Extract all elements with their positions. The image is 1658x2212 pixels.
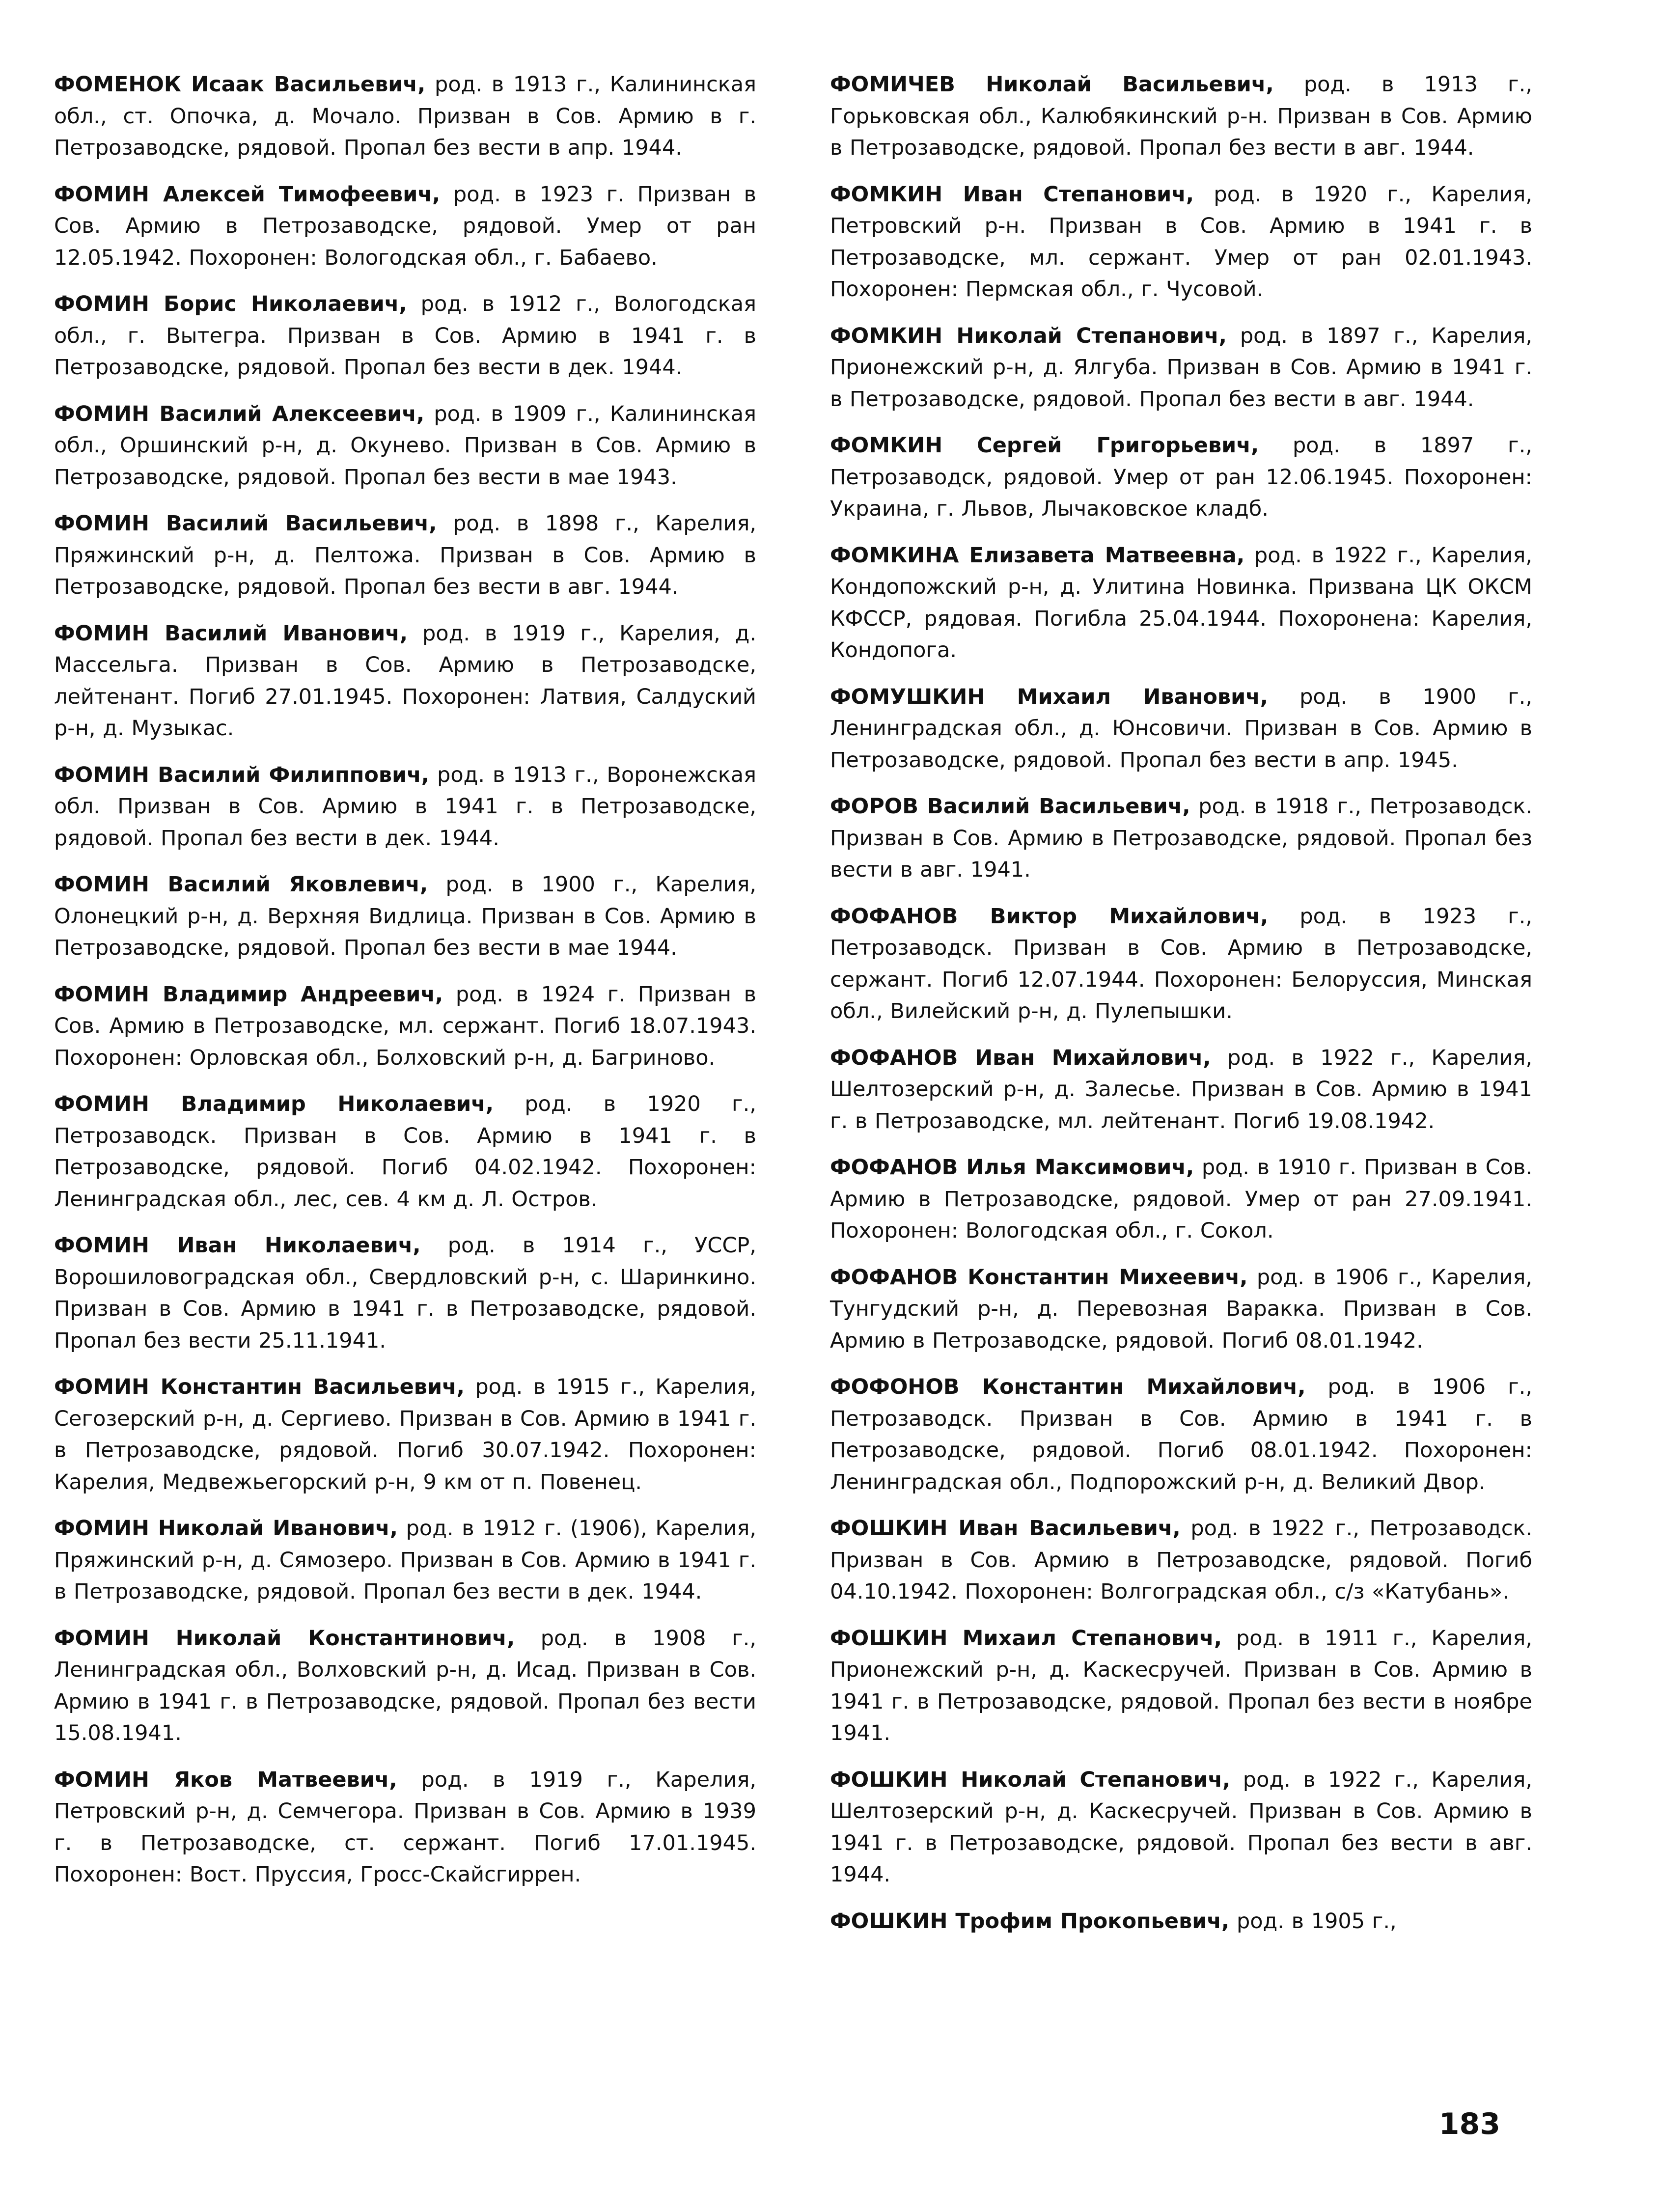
entry-name: ФОМИН Николай Константинович, — [54, 1626, 515, 1651]
entry — [830, 1371, 1532, 1498]
entry-text: род. в 1911 г., Карелия, Прионежский р-н, д. Каскесручей. Призван в Сов. Армию в 1941 г. в Петрозаводске, рядовой. Пропал без вести в ноябре 1941. — [830, 1626, 1532, 1745]
entry — [830, 430, 1532, 525]
entry-name: ФОМИН Василий Иванович, — [54, 621, 408, 646]
entry-text: род. в 1897 г., Петрозаводск, рядовой. Умер от ран 12.06.1945. Похоронен: Украина, г. Львов, Лычаковское кладб. — [830, 433, 1532, 521]
entry-name: ФОШКИН Иван Васильевич, — [830, 1516, 1181, 1541]
entry — [54, 979, 756, 1074]
entry-text: род. в 1922 г., Карелия, Кондопожский р-н, д. Улитина Новинка. Призвана ЦК ОКСМ КФССР, рядовая. Погибла 25.04.1944. Похоронена: Карелия, Кондопога. — [830, 543, 1532, 663]
entry-name: ФОФАНОВ Илья Максимович, — [830, 1155, 1194, 1180]
entry-text: род. в 1919 г., Карелия, Петровский р-н, д. Семчегора. Призван в Сов. Армию в 1939 г. в Петрозаводске, ст. сержант. Погиб 17.01.1945. Похоронен: Вост. Пруссия, Гросс-Скайсгиррен. — [54, 1767, 756, 1887]
entry — [54, 869, 756, 964]
entry-name: ФОМУШКИН Михаил Иванович, — [830, 684, 1269, 709]
entry — [830, 901, 1532, 1027]
entry — [830, 1623, 1532, 1749]
entry-text: род. в 1906 г., Петрозаводск. Призван в Сов. Армию в 1941 г. в Петрозаводске, рядовой. Погиб 08.01.1942. Похоронен: Ленинградская обл., Подпорожский р-н, д. Великий Двор. — [830, 1375, 1532, 1494]
entry-text: род. в 1920 г., Карелия, Петровский р-н. Призван в Сов. Армию в 1941 г. в Петрозаводске, мл. сержант. Умер от ран 02.01.1943. Похоронен: Пермская обл., г. Чусовой. — [830, 182, 1532, 302]
entry-name: ФОМИН Иван Николаевич, — [54, 1233, 421, 1258]
entry-name: ФОМКИН Сергей Григорьевич, — [830, 433, 1259, 458]
entry — [54, 1623, 756, 1749]
entry-name: ФОМИН Владимир Николаевич, — [54, 1092, 494, 1116]
entry-name: ФОМИЧЕВ Николай Васильевич, — [830, 72, 1274, 97]
entry — [830, 1152, 1532, 1247]
entry-name: ФОМИН Василий Васильевич, — [54, 511, 437, 536]
entry-name: ФОМКИНА Елизавета Матвеевна, — [830, 543, 1245, 568]
entry-text: род. в 1912 г. (1906), Карелия, Пряжинский р-н, д. Сямозеро. Призван в Сов. Армию в 1941 г. в Петрозаводске, рядовой. Пропал без вести в дек. 1944. — [54, 1516, 757, 1604]
entry — [54, 1230, 756, 1356]
entry-name: ФОМИН Владимир Андреевич, — [54, 982, 443, 1007]
entry — [54, 1371, 756, 1498]
left-column — [54, 69, 756, 1906]
entry-name: ФОФАНОВ Константин Михеевич, — [830, 1265, 1248, 1290]
entry-text: род. в 1923 г., Петрозаводск. Призван в Сов. Армию в Петрозаводске, сержант. Погиб 12.07.1944. Похоронен: Белоруссия, Минская обл., Вилейский р-н, д. Пулепышки. — [830, 904, 1532, 1023]
entry — [830, 540, 1532, 666]
entry-text: род. в 1900 г., Карелия, Олонецкий р-н, д. Верхняя Видлица. Призван в Сов. Армию в Петрозаводске, рядовой. Пропал без вести в мае 1944. — [54, 872, 757, 960]
entry-name: ФОМКИН Иван Степанович, — [830, 182, 1194, 207]
entry — [54, 508, 756, 603]
entry-name: ФОФОНОВ Константин Михайлович, — [830, 1375, 1306, 1399]
entry-name: ФОРОВ Василий Васильевич, — [830, 794, 1190, 819]
entry — [830, 1764, 1532, 1891]
entry-name: ФОМИН Константин Васильевич, — [54, 1375, 465, 1399]
entry-name: ФОМИН Борис Николаевич, — [54, 292, 407, 316]
entry-text: род. в 1914 г., УССР, Ворошиловоградская обл., Свердловский р-н, с. Шаринкино. Призван в Сов. Армию в 1941 г. в Петрозаводске, рядовой. Пропал без вести 25.11.1941. — [54, 1233, 756, 1353]
entry — [830, 791, 1532, 886]
entry-text: род. в 1906 г., Карелия, Тунгудский р-н, д. Перевозная Варакка. Призван в Сов. Армию в Петрозаводске, рядовой. Погиб 08.01.1942. — [830, 1265, 1533, 1353]
entry — [54, 1764, 756, 1891]
entry — [830, 69, 1532, 164]
entry — [54, 288, 756, 384]
entry-name: ФОШКИН Николай Степанович, — [830, 1767, 1231, 1792]
entry-text: род. в 1918 г., Петрозаводск. Призван в Сов. Армию в Петрозаводске, рядовой. Пропал без вести в авг. 1941. — [830, 794, 1532, 882]
entry — [54, 1088, 756, 1215]
entry-name: ФОФАНОВ Иван Михайлович, — [830, 1045, 1211, 1070]
entry-text: род. в 1905 г., — [1229, 1908, 1397, 1934]
entry — [54, 759, 756, 855]
entry-text: род. в 1913 г., Калининская обл., ст. Опочка, д. Мочало. Призван в Сов. Армию в г. Петрозаводске, рядовой. Пропал без вести в апр. 1944. — [54, 72, 756, 160]
entry — [830, 1042, 1532, 1137]
entry-name: ФОМЕНОК Исаак Васильевич, — [54, 72, 426, 97]
entry — [830, 1906, 1532, 1937]
entry — [54, 618, 756, 745]
entry-text: род. в 1900 г., Ленинградская обл., д. Юнсовичи. Призван в Сов. Армию в Петрозаводске, рядовой. Пропал без вести в апр. 1945. — [830, 684, 1532, 773]
entry-name: ФОШКИН Михаил Степанович, — [830, 1626, 1222, 1651]
page-number: 183 — [1438, 2107, 1500, 2141]
entry-text: род. в 1922 г., Карелия, Шелтозерский р-н, д. Залесье. Призван в Сов. Армию в 1941 г. в Петрозаводске, мл. лейтенант. Погиб 19.08.1942. — [830, 1045, 1533, 1134]
entry-text: род. в 1923 г. Призван в Сов. Армию в Петрозаводске, рядовой. Умер от ран 12.05.1942. Похоронен: Вологодская обл., г. Бабаево. — [54, 182, 756, 270]
entry-text: род. в 1913 г., Горьковская обл., Калюбякинский р-н. Призван в Сов. Армию в Петрозаводске, рядовой. Пропал без вести в авг. 1944. — [830, 72, 1532, 160]
entry-name: ФОШКИН Трофим Прокопьевич, — [830, 1908, 1230, 1934]
entry-name: ФОМИН Николай Иванович, — [54, 1516, 398, 1541]
entry-text: род. в 1922 г., Петрозаводск. Призван в Сов. Армию в Петрозаводске, рядовой. Погиб 04.10.1942. Похоронен: Волгоградская обл., с/з «Катубань». — [830, 1516, 1532, 1604]
entry-text: род. в 1913 г., Воронежская обл. Призван в Сов. Армию в 1941 г. в Петрозаводске, рядовой. Пропал без вести в дек. 1944. — [54, 762, 756, 851]
entry-text: род. в 1924 г. Призван в Сов. Армию в Петрозаводске, мл. сержант. Погиб 18.07.1943. Похоронен: Орловская обл., Болховский р-н, д. Багриново. — [54, 982, 756, 1070]
entry-name: ФОМИН Алексей Тимофеевич, — [54, 182, 441, 207]
entry — [830, 1513, 1532, 1608]
entry — [830, 681, 1532, 776]
entry-text: род. в 1909 г., Калининская обл., Оршинский р-н, д. Окунево. Призван в Сов. Армию в Петрозаводске, рядовой. Пропал без вести в мае 1943. — [54, 401, 757, 490]
entry-name: ФОМИН Василий Филиппович, — [54, 762, 430, 787]
entry — [54, 179, 756, 274]
entry-text: род. в 1897 г., Карелия, Прионежский р-н, д. Ялгуба. Призван в Сов. Армию в 1941 г. в Петрозаводске, рядовой. Пропал без вести в авг. 1944. — [830, 323, 1532, 412]
entry-name: ФОМКИН Николай Степанович, — [830, 323, 1227, 348]
entry-text: род. в 1908 г., Ленинградская обл., Волховский р-н, д. Исад. Призван в Сов. Армию в 1941 г. в Петрозаводске, рядовой. Пропал без вести 15.08.1941. — [54, 1626, 756, 1745]
entry-name: ФОМИН Василий Яковлевич, — [54, 872, 428, 897]
entry-text: род. в 1910 г. Призван в Сов. Армию в Петрозаводске, рядовой. Умер от ран 27.09.1941. Похоронен: Вологодская обл., г. Сокол. — [830, 1155, 1532, 1243]
entry — [830, 179, 1532, 305]
entry — [54, 69, 756, 164]
entry-text: род. в 1912 г., Вологодская обл., г. Вытегра. Призван в Сов. Армию в 1941 г. в Петрозаводске, рядовой. Пропал без вести в дек. 1944. — [54, 292, 756, 380]
entry — [54, 398, 756, 494]
entry-text: род. в 1920 г., Петрозаводск. Призван в Сов. Армию в 1941 г. в Петрозаводске, рядовой. Погиб 04.02.1942. Похоронен: Ленинградская обл., лес, сев. 4 км д. Л. Остров. — [54, 1092, 756, 1212]
entry-name: ФОФАНОВ Виктор Михайлович, — [830, 904, 1269, 929]
entry-text: род. в 1915 г., Карелия, Сегозерский р-н, д. Сергиево. Призван в Сов. Армию в 1941 г. в Петрозаводске, рядовой. Погиб 30.07.1942. Похоронен: Карелия, Медвежьегорский р-н, 9 км от п. Повенец. — [54, 1375, 756, 1494]
entry-text: род. в 1898 г., Карелия, Пряжинский р-н, д. Пелтожа. Призван в Сов. Армию в Петрозаводске, рядовой. Пропал без вести в авг. 1944. — [54, 511, 757, 599]
right-column — [830, 69, 1532, 1952]
entry-text: род. в 1919 г., Карелия, д. Массельга. Призван в Сов. Армию в Петрозаводске, лейтенант. Погиб 27.01.1945. Похоронен: Латвия, Салдуский р-н, д. Музыкас. — [54, 621, 756, 741]
entry-text: род. в 1922 г., Карелия, Шелтозерский р-н, д. Каскесручей. Призван в Сов. Армию в 1941 г. в Петрозаводске, рядовой. Пропал без вести в авг. 1944. — [830, 1767, 1533, 1887]
entry — [54, 1513, 756, 1608]
entry-name: ФОМИН Яков Матвеевич, — [54, 1767, 397, 1792]
entry — [830, 320, 1532, 415]
entry — [830, 1262, 1532, 1357]
entry-name: ФОМИН Василий Алексеевич, — [54, 401, 425, 426]
